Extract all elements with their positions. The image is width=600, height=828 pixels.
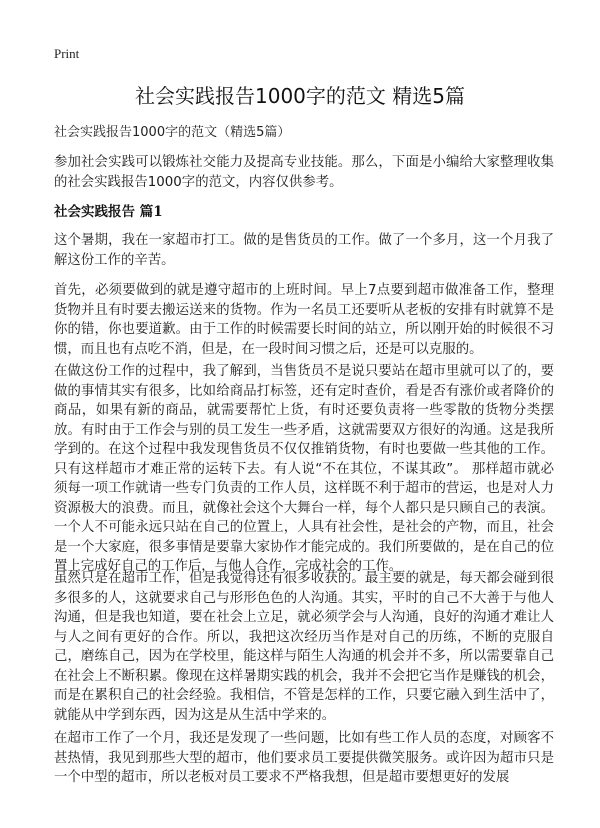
section-heading: 社会实践报告 篇1 <box>54 204 163 220</box>
document-subtitle: 社会实践报告1000字的范文（精选5篇） <box>54 125 291 140</box>
paragraph-2: 首先，必须要做到的就是遵守超市的上班时间。早上7点要到超市做准备工作，整理货物并且有时要去搬运送来的货物。作为一名员工还要听从老板的安排有时就算不是你的错，你也要道歉。由于工作的时候需要长时间的站立，所以刚开始的时候很不习惯，而且也有点吃不消，但是，在一段时间习惯之后，还是可以克服的。 <box>54 283 554 357</box>
paragraph-4: 虽然只是在超市工作，但是我觉得还有很多收获的。最主要的就是，每天都会碰到很多很多的人，这就要求自己与形形色色的人沟通。其实，平时的自己不大善于与他人沟通，但是我也知道，要在社会上立足，就必须学会与人沟通，良好的沟通才难让人与人之间有更好的合作。所以，我把这次经历当作是对自己的历练，不断的克服自己，磨练自己，因为在学校里，能这样与陌生人沟通的机会并不多，所以需要靠自己在社会上不断积累。像现在这样暑期实践的机会，我并不会把它当作是赚钱的机会，而是在累积自己的社会经验。我相信，不管是怎样的工作，只要它融入到生活中了，就能从中学到东西，因为这是从生活中学来的。 <box>54 571 554 723</box>
paragraph-3: 在做这份工作的过程中，我了解到，当售货员不是说只要站在超市里就可以了的，要做的事情其实有很多，比如给商品打标签，还有定时查价，看是否有涨价或者降价的商品，如果有新的商品，就需要帮忙上货，有时还要负责将一些零散的货物分类摆放。有时由于工作会与别的员工发生一些矛盾，这就需要双方很好的沟通。这是我所学到的。在这个过程中我发现售货员不仅仅推销货物，有时也要做一些其他的工作。只有这样超市才难正常的运转下去。有人说“不在其位，不谋其政”。 那样超市就必须每一项工作就请一些专门负责的工作人员，这样既不利于超市的营运，也是对人力资源极大的浪费。而且，就像社会这个大舞台一样，每个人都只是只顾自己的表演。一个人不可能永远只站在自己的位置上，人具有社会性，是社会的产物，而且，社会是一个大家庭，很多事情是要靠大家协作才能完成的。我们所要做的，是在自己的位置上完成好自己的工作后，与他人合作，完成社会的工作。 <box>54 364 554 574</box>
print-link[interactable]: Print <box>54 46 80 61</box>
paragraph-5: 在超市工作了一个月，我还是发现了一些问题，比如有些工作人员的态度，对顾客不甚热情，我见到那些大型的超市，他们要求员工要提供微笑服务。或许因为超市只是一个中型的超市，所以老板对员工要求不严格我想，但是超市要想更好的发展 <box>54 731 554 785</box>
paragraph-1: 这个暑期，我在一家超市打工。做的是售货员的工作。做了一个多月，这一个月我了解这份工作的辛苦。 <box>54 233 554 268</box>
intro-paragraph: 参加社会实践可以锻炼社交能力及提高专业技能。那么，下面是小编给大家整理收集的社会实践报告1000字的范文，内容仅供参考。 <box>54 155 554 190</box>
page-title: 社会实践报告1000字的范文 精选5篇 <box>135 84 465 108</box>
